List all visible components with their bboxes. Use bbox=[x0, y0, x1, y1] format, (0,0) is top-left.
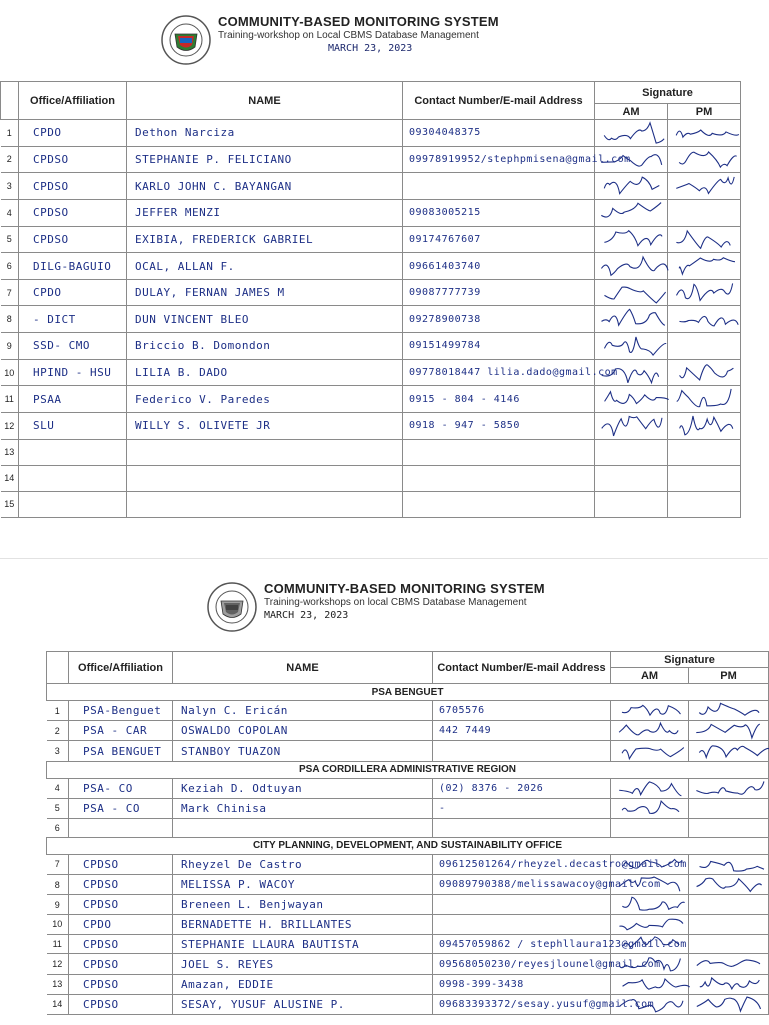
office-cell: CPDSO bbox=[19, 146, 127, 173]
section-title: CITY PLANNING, DEVELOPMENT, AND SUSTAINABILITY OFFICE bbox=[47, 837, 769, 854]
sheet1-table bbox=[0, 81, 741, 518]
office-cell: PSAA bbox=[19, 386, 127, 413]
row-number: 12 bbox=[1, 413, 19, 440]
signature-pm bbox=[689, 778, 769, 798]
name-cell bbox=[127, 439, 403, 465]
section-title: PSA CORDILLERA ADMINISTRATIVE REGION bbox=[47, 761, 769, 778]
office-cell: - DICT bbox=[19, 306, 127, 333]
row-number: 6 bbox=[47, 818, 69, 837]
contact-cell: 09083005215 bbox=[403, 199, 595, 226]
section-header-row bbox=[47, 684, 769, 701]
table-row bbox=[1, 465, 741, 491]
table-row bbox=[1, 413, 741, 440]
office-cell bbox=[19, 491, 127, 517]
name-cell: Keziah D. Odtuyan bbox=[173, 778, 433, 798]
col-pm: PM bbox=[689, 668, 769, 684]
contact-cell: 09174767607 bbox=[403, 226, 595, 253]
attendance-sheet-2 bbox=[0, 558, 768, 1025]
contact-cell: 09683393372/sesay.yusuf@gmail.com bbox=[433, 994, 611, 1014]
office-cell: PSA - CO bbox=[69, 798, 173, 818]
name-cell: MELISSA P. WACOY bbox=[173, 874, 433, 894]
table-row bbox=[1, 146, 741, 173]
name-cell: STEPHANIE P. FELICIANO bbox=[127, 146, 403, 173]
signature-am bbox=[611, 721, 689, 741]
contact-cell: - bbox=[433, 798, 611, 818]
sheet1-subtitle: Training-workshop on Local CBMS Database Management bbox=[218, 30, 479, 41]
contact-cell: 09457059862 / stephllaura123@gmail.com bbox=[433, 934, 611, 954]
name-cell bbox=[127, 465, 403, 491]
row-number: 7 bbox=[1, 279, 19, 306]
office-cell: CPDSO bbox=[69, 874, 173, 894]
table-row bbox=[47, 934, 769, 954]
table-row bbox=[1, 120, 741, 147]
signature-am bbox=[595, 439, 668, 465]
contact-cell bbox=[403, 465, 595, 491]
signature-am bbox=[595, 226, 668, 253]
contact-cell: (02) 8376 - 2026 bbox=[433, 778, 611, 798]
signature-pm bbox=[668, 491, 741, 517]
table-row bbox=[1, 491, 741, 517]
table-row bbox=[47, 895, 769, 915]
signature-am bbox=[611, 818, 689, 837]
row-number: 4 bbox=[1, 199, 19, 226]
table-row bbox=[1, 306, 741, 333]
col-number bbox=[1, 82, 19, 120]
signature-am bbox=[595, 413, 668, 440]
contact-cell bbox=[403, 439, 595, 465]
office-cell: CPDSO bbox=[69, 954, 173, 974]
contact-cell bbox=[433, 741, 611, 761]
signature-pm bbox=[668, 359, 741, 386]
col-signature: Signature bbox=[611, 652, 769, 668]
signature-pm bbox=[668, 306, 741, 333]
office-cell: SLU bbox=[19, 413, 127, 440]
name-cell: STEPHANIE LLAURA BAUTISTA bbox=[173, 934, 433, 954]
signature-pm bbox=[668, 146, 741, 173]
office-cell: SSD- CMO bbox=[19, 333, 127, 360]
contact-cell: 09089790388/melissawacoy@gmail.com bbox=[433, 874, 611, 894]
sheet1-date: MARCH 23, 2023 bbox=[328, 43, 413, 54]
signature-pm bbox=[668, 439, 741, 465]
office-cell: CPDSO bbox=[69, 994, 173, 1014]
office-cell bbox=[69, 818, 173, 837]
signature-pm bbox=[668, 226, 741, 253]
signature-pm bbox=[689, 798, 769, 818]
sheet1-header bbox=[160, 14, 499, 66]
table-row bbox=[1, 386, 741, 413]
table-row bbox=[47, 854, 769, 874]
office-cell: DILG-BAGUIO bbox=[19, 253, 127, 280]
row-number: 2 bbox=[1, 146, 19, 173]
signature-am bbox=[595, 279, 668, 306]
table-row bbox=[47, 741, 769, 761]
col-office: Office/Affiliation bbox=[69, 652, 173, 684]
signature-am bbox=[611, 914, 689, 934]
row-number: 7 bbox=[47, 854, 69, 874]
contact-cell: 09304048375 bbox=[403, 120, 595, 147]
col-signature: Signature bbox=[595, 82, 741, 104]
signature-am bbox=[611, 778, 689, 798]
signature-am bbox=[611, 741, 689, 761]
signature-pm bbox=[689, 741, 769, 761]
signature-pm bbox=[668, 173, 741, 200]
table-row bbox=[1, 199, 741, 226]
row-number: 15 bbox=[1, 491, 19, 517]
table-row bbox=[1, 253, 741, 280]
signature-pm bbox=[668, 253, 741, 280]
signature-pm bbox=[689, 895, 769, 915]
contact-cell: 09087777739 bbox=[403, 279, 595, 306]
contact-cell: 442 7449 bbox=[433, 721, 611, 741]
name-cell: Rheyzel De Castro bbox=[173, 854, 433, 874]
col-pm: PM bbox=[668, 104, 741, 120]
signature-pm bbox=[668, 199, 741, 226]
name-cell: DULAY, FERNAN JAMES M bbox=[127, 279, 403, 306]
office-cell: HPIND - HSU bbox=[19, 359, 127, 386]
section-title: PSA BENGUET bbox=[47, 684, 769, 701]
signature-pm bbox=[668, 333, 741, 360]
row-number: 8 bbox=[47, 874, 69, 894]
col-office: Office/Affiliation bbox=[19, 82, 127, 120]
col-am: AM bbox=[595, 104, 668, 120]
name-cell: LILIA B. DADO bbox=[127, 359, 403, 386]
table-row bbox=[47, 798, 769, 818]
table-row bbox=[47, 721, 769, 741]
row-number: 9 bbox=[1, 333, 19, 360]
sheet1-title: COMMUNITY-BASED MONITORING SYSTEM bbox=[218, 14, 499, 29]
row-number: 8 bbox=[1, 306, 19, 333]
signature-am bbox=[595, 173, 668, 200]
name-cell: OCAL, ALLAN F. bbox=[127, 253, 403, 280]
row-number: 10 bbox=[1, 359, 19, 386]
name-cell: JOEL S. REYES bbox=[173, 954, 433, 974]
name-cell: SESAY, YUSUF ALUSINE P. bbox=[173, 994, 433, 1014]
row-number: 3 bbox=[47, 741, 69, 761]
col-am: AM bbox=[611, 668, 689, 684]
row-number: 5 bbox=[1, 226, 19, 253]
signature-am bbox=[595, 253, 668, 280]
contact-cell: 09278900738 bbox=[403, 306, 595, 333]
signature-am bbox=[611, 798, 689, 818]
signature-pm bbox=[668, 465, 741, 491]
office-cell: CPDSO bbox=[69, 895, 173, 915]
signature-pm bbox=[689, 818, 769, 837]
table-row bbox=[1, 359, 741, 386]
signature-pm bbox=[668, 386, 741, 413]
row-number: 12 bbox=[47, 954, 69, 974]
name-cell: KARLO JOHN C. BAYANGAN bbox=[127, 173, 403, 200]
row-number: 11 bbox=[47, 934, 69, 954]
office-cell: CPDO bbox=[19, 120, 127, 147]
sheet2-subtitle: Training-workshops on local CBMS Database Management bbox=[264, 597, 527, 608]
signature-pm bbox=[689, 701, 769, 721]
table-row bbox=[47, 954, 769, 974]
contact-cell: 09661403740 bbox=[403, 253, 595, 280]
name-cell bbox=[173, 818, 433, 837]
office-cell: PSA- CO bbox=[69, 778, 173, 798]
col-name: NAME bbox=[127, 82, 403, 120]
office-cell: CPDSO bbox=[69, 934, 173, 954]
signature-pm bbox=[689, 914, 769, 934]
office-cell: CPDSO bbox=[69, 974, 173, 994]
signature-am bbox=[611, 701, 689, 721]
signature-am bbox=[595, 465, 668, 491]
city-seal-icon bbox=[160, 14, 212, 66]
table-row bbox=[47, 974, 769, 994]
section-header-row bbox=[47, 837, 769, 854]
table-row bbox=[1, 173, 741, 200]
row-number: 4 bbox=[47, 778, 69, 798]
signature-pm bbox=[689, 721, 769, 741]
city-seal-icon bbox=[206, 581, 258, 633]
name-cell: STANBOY TUAZON bbox=[173, 741, 433, 761]
contact-cell bbox=[433, 914, 611, 934]
col-number bbox=[47, 652, 69, 684]
contact-cell bbox=[403, 491, 595, 517]
table-row bbox=[1, 226, 741, 253]
name-cell: Breneen L. Benjwayan bbox=[173, 895, 433, 915]
signature-pm bbox=[689, 934, 769, 954]
section-header-row bbox=[47, 761, 769, 778]
signature-pm bbox=[668, 413, 741, 440]
contact-cell bbox=[403, 173, 595, 200]
office-cell bbox=[19, 439, 127, 465]
office-cell: PSA-Benguet bbox=[69, 701, 173, 721]
table-row bbox=[47, 701, 769, 721]
contact-cell: 09612501264/rheyzel.decastro@gmail.com bbox=[433, 854, 611, 874]
contact-cell: 09151499784 bbox=[403, 333, 595, 360]
name-cell: WILLY S. OLIVETE JR bbox=[127, 413, 403, 440]
col-contact: Contact Number/E-mail Address bbox=[403, 82, 595, 120]
table-row bbox=[47, 994, 769, 1014]
signature-am bbox=[595, 491, 668, 517]
signature-am bbox=[595, 306, 668, 333]
row-number: 6 bbox=[1, 253, 19, 280]
signature-pm bbox=[689, 854, 769, 874]
name-cell bbox=[127, 491, 403, 517]
name-cell: Nalyn C. Ericán bbox=[173, 701, 433, 721]
office-cell: CPDSO bbox=[19, 199, 127, 226]
contact-cell: 0918 - 947 - 5850 bbox=[403, 413, 595, 440]
col-contact: Contact Number/E-mail Address bbox=[433, 652, 611, 684]
signature-pm bbox=[689, 974, 769, 994]
table-row bbox=[1, 279, 741, 306]
contact-cell: 09568050230/reyesjlounel@gmail.com bbox=[433, 954, 611, 974]
contact-cell: 09778018447 lilia.dado@gmail.com bbox=[403, 359, 595, 386]
table-row bbox=[1, 333, 741, 360]
signature-pm bbox=[668, 120, 741, 147]
row-number: 14 bbox=[47, 994, 69, 1014]
table-row bbox=[1, 439, 741, 465]
row-number: 13 bbox=[1, 439, 19, 465]
signature-am bbox=[595, 333, 668, 360]
contact-cell: 6705576 bbox=[433, 701, 611, 721]
name-cell: Amazan, EDDIE bbox=[173, 974, 433, 994]
table-row bbox=[47, 818, 769, 837]
signature-pm bbox=[689, 874, 769, 894]
name-cell: JEFFER MENZI bbox=[127, 199, 403, 226]
signature-am bbox=[611, 895, 689, 915]
row-number: 13 bbox=[47, 974, 69, 994]
sheet2-table bbox=[46, 651, 769, 1015]
name-cell: Mark Chinisa bbox=[173, 798, 433, 818]
row-number: 10 bbox=[47, 914, 69, 934]
name-cell: Federico V. Paredes bbox=[127, 386, 403, 413]
signature-am bbox=[595, 386, 668, 413]
office-cell: PSA BENGUET bbox=[69, 741, 173, 761]
office-cell: PSA - CAR bbox=[69, 721, 173, 741]
signature-pm bbox=[689, 994, 769, 1014]
signature-am bbox=[595, 199, 668, 226]
col-name: NAME bbox=[173, 652, 433, 684]
table-row bbox=[47, 914, 769, 934]
name-cell: OSWALDO COPOLAN bbox=[173, 721, 433, 741]
office-cell: CPDO bbox=[69, 914, 173, 934]
signature-am bbox=[611, 974, 689, 994]
sheet2-date: MARCH 23, 2023 bbox=[264, 610, 349, 621]
contact-cell: 0915 - 804 - 4146 bbox=[403, 386, 595, 413]
sheet2-header bbox=[206, 581, 545, 633]
office-cell: CPDO bbox=[19, 279, 127, 306]
contact-cell: 0998-399-3438 bbox=[433, 974, 611, 994]
signature-pm bbox=[668, 279, 741, 306]
office-cell bbox=[19, 465, 127, 491]
row-number: 1 bbox=[1, 120, 19, 147]
name-cell: DUN VINCENT BLEO bbox=[127, 306, 403, 333]
contact-cell bbox=[433, 818, 611, 837]
contact-cell: 09978919952/stephpmisena@gmail.com bbox=[403, 146, 595, 173]
name-cell: BERNADETTE H. BRILLANTES bbox=[173, 914, 433, 934]
sheet2-title: COMMUNITY-BASED MONITORING SYSTEM bbox=[264, 581, 545, 596]
contact-cell bbox=[433, 895, 611, 915]
name-cell: Dethon Narciza bbox=[127, 120, 403, 147]
signature-am bbox=[595, 120, 668, 147]
row-number: 11 bbox=[1, 386, 19, 413]
row-number: 9 bbox=[47, 895, 69, 915]
row-number: 1 bbox=[47, 701, 69, 721]
signature-pm bbox=[689, 954, 769, 974]
name-cell: Briccio B. Domondon bbox=[127, 333, 403, 360]
table-row bbox=[47, 778, 769, 798]
office-cell: CPDSO bbox=[69, 854, 173, 874]
office-cell: CPDSO bbox=[19, 173, 127, 200]
row-number: 2 bbox=[47, 721, 69, 741]
name-cell: EXIBIA, FREDERICK GABRIEL bbox=[127, 226, 403, 253]
row-number: 5 bbox=[47, 798, 69, 818]
office-cell: CPDSO bbox=[19, 226, 127, 253]
table-row bbox=[47, 874, 769, 894]
row-number: 14 bbox=[1, 465, 19, 491]
row-number: 3 bbox=[1, 173, 19, 200]
